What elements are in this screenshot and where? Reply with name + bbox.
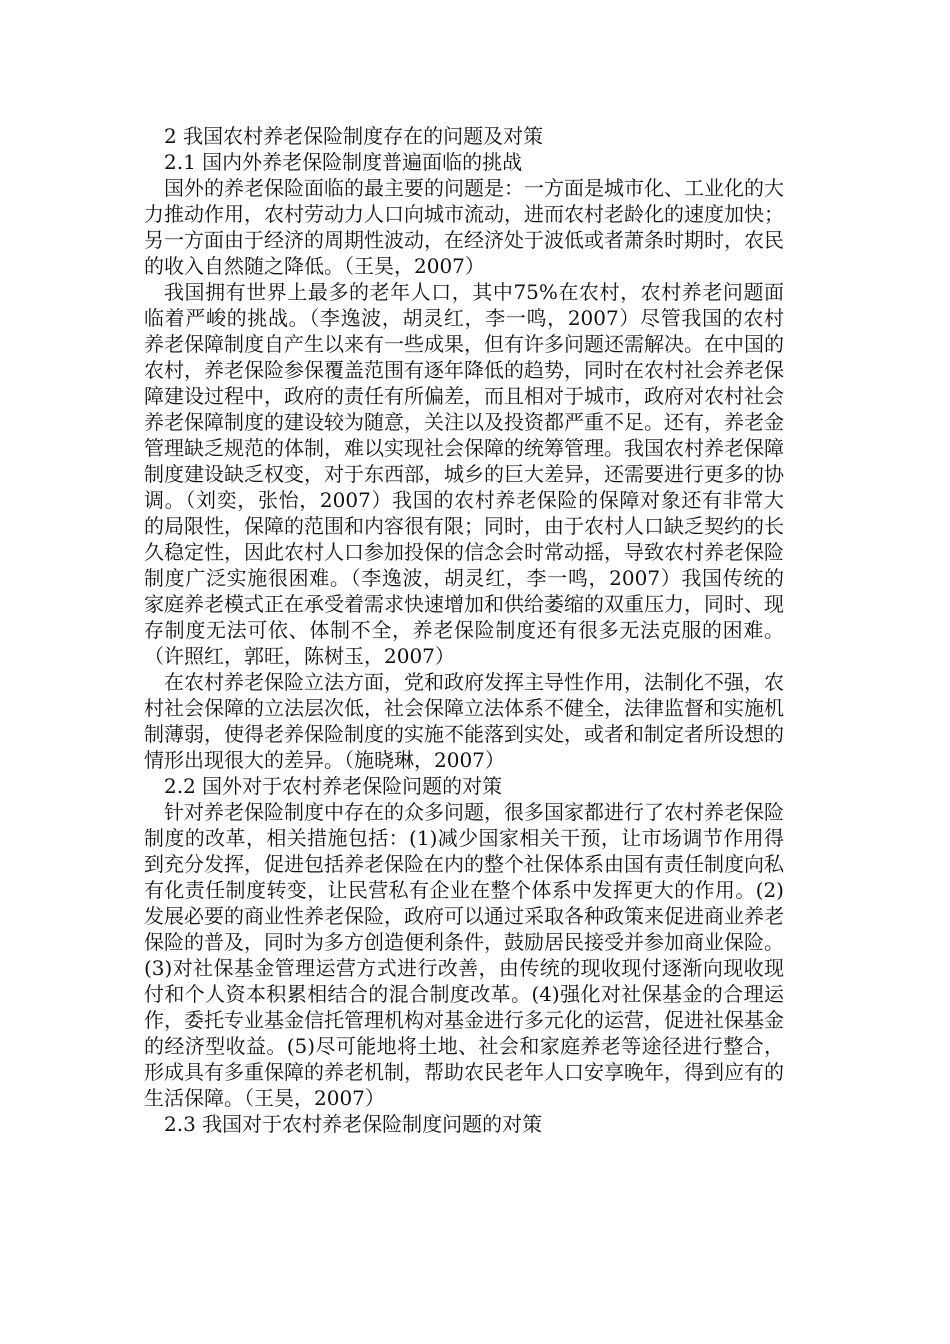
section-heading-2-2: 2.2 国外对于农村养老保险问题的对策 xyxy=(164,774,503,798)
section-heading-2-1: 2.1 国内外养老保险制度普遍面临的挑战 xyxy=(164,150,523,174)
section-heading-2: 2 我国农村养老保险制度存在的问题及对策 xyxy=(164,124,544,148)
document-body xyxy=(144,123,784,1137)
paragraph-2-1-1: 国外的养老保险面临的最主要的问题是：一方面是城市化、工业化的大力推动作用，农村劳动力人口向城市流动，进而农村老龄化的速度加快；另一方面由于经济的周期性波动，在经济处于波低或者萧条时期时，农民的收入自然随之降低。（王昊，2007） xyxy=(144,176,784,278)
paragraph-2-1-2: 我国拥有世界上最多的老年人口，其中75%在农村，农村养老问题面临着严峻的挑战。（李逸波，胡灵红，李一鸣，2007）尽管我国的农村养老保障制度自产生以来有一些成果，但有许多问题还需解决。在中国的农村，养老保险参保覆盖范围有逐年降低的趋势，同时在农村社会养老保障建设过程中，政府的责任有所偏差，而且相对于城市，政府对农村社会养老保障制度的建设较为随意，关注以及投资都严重不足。还有，养老金管理缺乏规范的体制，难以实现社会保障的统筹管理。我国农村养老保障制度建设缺乏权变，对于东西部，城乡的巨大差异，还需要进行更多的协调。（刘奕，张怡，2007）我国的农村养老保险的保障对象还有非常大的局限性，保障的范围和内容很有限；同时，由于农村人口缺乏契约的长久稳定性，因此农村人口参加投保的信念会时常动摇，导致农村养老保险制度广泛实施很困难。（李逸波，胡灵红，李一鸣，2007）我国传统的家庭养老模式正在承受着需求快速增加和供给萎缩的双重压力，同时、现存制度无法可依、体制不全，养老保险制度还有很多无法克服的困难。（许照红，郭旺，陈树玉，2007） xyxy=(144,280,784,668)
paragraph-2-1-3: 在农村养老保险立法方面，党和政府发挥主导性作用，法制化不强，农村社会保障的立法层次低，社会保障立法体系不健全，法律监督和实施机制薄弱，使得老养保险制度的实施不能落到实处，或者和制定者所设想的情形出现很大的差异。（施晓琳，2007） xyxy=(144,670,784,772)
paragraph-2-2-1: 针对养老保险制度中存在的众多问题，很多国家都进行了农村养老保险制度的改革，相关措施包括：(1)减少国家相关干预，让市场调节作用得到充分发挥，促进包括养老保险在内的整个社保体系由国有责任制度向私有化责任制度转变，让民营私有企业在整个体系中发挥更大的作用。(2)发展必要的商业性养老保险，政府可以通过采取各种政策来促进商业养老保险的普及，同时为多方创造便利条件，鼓励居民接受并参加商业保险。(3)对社保基金管理运营方式进行改善，由传统的现收现付逐渐向现收现付和个人资本积累相结合的混合制度改革。(4)强化对社保基金的合理运作，委托专业基金信托管理机构对基金进行多元化的运营，促进社保基金的经济型收益。(5)尽可能地将土地、社会和家庭养老等途径进行整合，形成具有多重保障的养老机制，帮助农民老年人口安享晚年，得到应有的生活保障。（王昊，2007） xyxy=(144,800,784,1110)
section-heading-2-3: 2.3 我国对于农村养老保险制度问题的对策 xyxy=(164,1112,543,1136)
